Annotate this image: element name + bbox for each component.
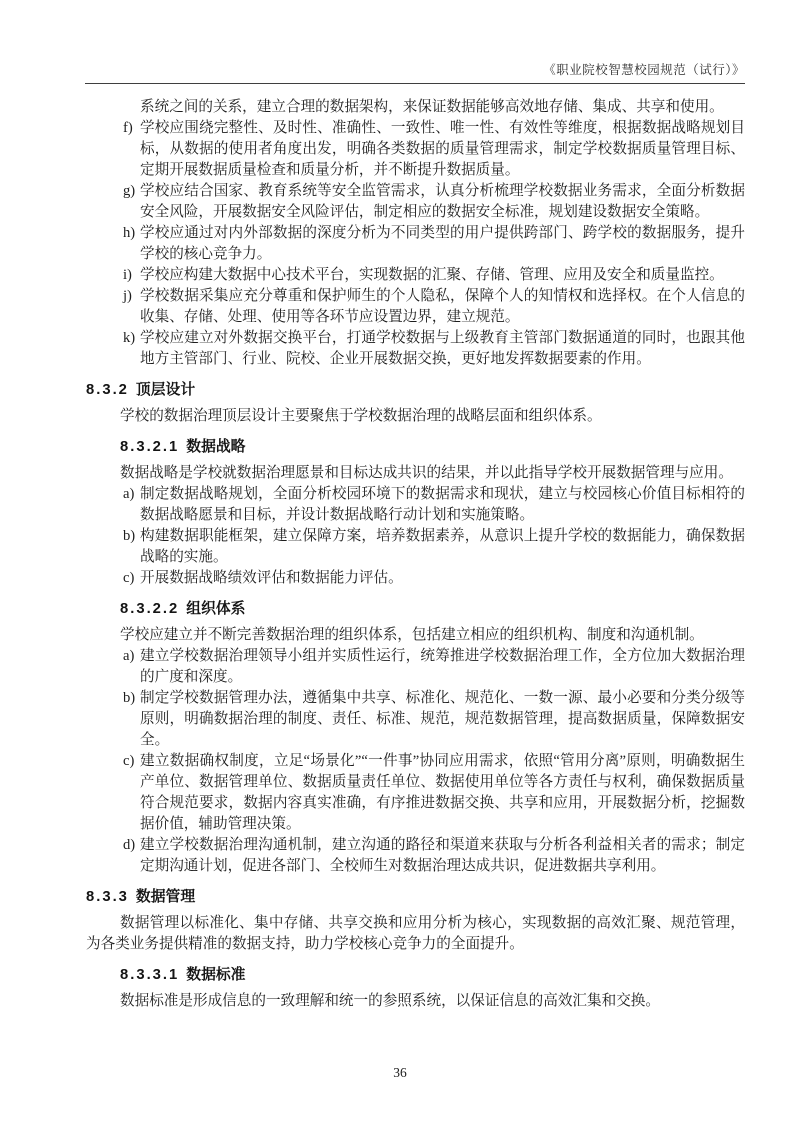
list-item-label: c) [123,753,135,769]
page-number: 36 [393,1065,407,1080]
list-item-text: 学校数据采集应充分尊重和保护师生的个人隐私，保障个人的知情权和选择权。在个人信息的收集、存储、处理、使用等各环节应设置边界，建立规范。 [140,288,745,325]
list-item-label: j) [123,288,132,304]
section-number: 8.3.3 [86,889,129,905]
list-item-label: d) [123,837,136,853]
subsection-heading [120,599,745,620]
subsection-number: 8.3.2.2 [120,601,180,617]
section-8-3-2-1 [86,437,745,589]
list-item [86,835,745,877]
list-item-label: a) [123,648,135,664]
paragraph-continuation: 系统之间的关系，建立合理的数据架构，来保证数据能够高效地存储、集成、共享和使用。 [140,99,724,115]
list-item-text: 制定学校数据管理办法，遵循集中共享、标准化、规范化、一数一源、最小必要和分类分级等原则，明确数据治理的制度、责任、标准、规范，规范数据管理，提高数据质量，保障数据安全。 [140,690,745,748]
subsection-title: 数据标准 [186,967,246,983]
list-item [86,265,745,286]
list-item [86,526,745,568]
page-body [86,97,745,1012]
list-item-text: 学校应围绕完整性、及时性、准确性、一致性、唯一性、有效性等维度，根据数据战略规划目标，从数据的使用者角度出发，明确各类数据的质量管理需求，制定学校数据质量管理目标、定期开展数据质量检查和质量分析，并不断提升数据质量。 [140,120,745,178]
section-intro: 数据管理以标准化、集中存储、共享交换和应用分析为核心，实现数据的高效汇聚、规范管理，为各类业务提供精准的数据支持，助力学校核心竞争力的全面提升。 [86,915,745,952]
list-item [86,286,745,328]
list-item [86,751,745,835]
list-item [86,484,745,526]
page-footer [0,1065,800,1081]
list-item-text: 制定数据战略规划，全面分析校园环境下的数据需求和现状，建立与校园核心价值目标相符的数据战略愿景和目标，并设计数据战略行动计划和实施策略。 [140,486,745,523]
lettered-list-top [86,118,745,370]
list-item-label: b) [123,528,136,544]
list-item-text: 构建数据职能框架，建立保障方案，培养数据素养，从意识上提升学校的数据能力，确保数据战略的实施。 [140,528,745,565]
list-item-text: 学校应通过对内外部数据的深度分析为不同类型的用户提供跨部门、跨学校的数据服务，提升学校的核心竞争力。 [140,225,745,262]
section-heading [86,380,745,401]
section-8-3-3-1 [86,965,745,1012]
subsection-title: 组织体系 [186,601,246,617]
list-item-label: h) [123,225,136,241]
subsection-number: 8.3.3.1 [120,967,180,983]
page-header [85,0,745,84]
list-item-text: 建立学校数据治理沟通机制，建立沟通的路径和渠道来获取与分析各利益相关者的需求；制定定期沟通计划，促进各部门、全校师生对数据治理达成共识，促进数据共享利用。 [140,837,745,874]
list-item-label: c) [123,570,135,586]
list-item-label: g) [123,183,136,199]
section-number: 8.3.2 [86,382,129,398]
section-heading [86,887,745,908]
subsection-intro: 数据战略是学校就数据治理愿景和目标达成共识的结果，并以此指导学校开展数据管理与应用。 [120,465,733,481]
lettered-list [86,484,745,589]
list-item-label: f) [123,120,133,136]
subsection-intro: 学校应建立并不断完善数据治理的组织体系，包括建立相应的组织机构、制度和沟通机制。 [120,627,704,643]
list-item [86,688,745,751]
subsection-heading [120,437,745,458]
section-title: 数据管理 [135,889,196,905]
list-item-text: 建立学校数据治理领导小组并实质性运行，统筹推进学校数据治理工作，全方位加大数据治理的广度和深度。 [140,648,745,685]
section-8-3-3 [86,887,745,955]
list-item-label: i) [123,267,132,283]
list-item [86,568,745,589]
list-item-label: a) [123,486,135,502]
list-item-text: 开展数据战略绩效评估和数据能力评估。 [140,570,403,586]
list-item [86,646,745,688]
list-item [86,223,745,265]
running-header-title: 《职业院校智慧校园规范（试行）》 [543,63,745,77]
subsection-heading [120,965,745,986]
section-intro: 学校的数据治理顶层设计主要聚焦于学校数据治理的战略层面和组织体系。 [120,408,602,424]
list-item-text: 学校应建立对外数据交换平台，打通学校数据与上级教育主管部门数据通道的同时，也跟其他地方主管部门、行业、院校、企业开展数据交换，更好地发挥数据要素的作用。 [140,330,745,367]
subsection-title: 数据战略 [186,439,246,455]
lettered-list [86,646,745,877]
list-item-text: 学校应构建大数据中心技术平台，实现数据的汇聚、存储、管理、应用及安全和质量监控。 [140,267,724,283]
subsection-number: 8.3.2.1 [120,439,180,455]
section-8-3-2-2 [86,599,745,877]
list-item-text: 学校应结合国家、教育系统等安全监管需求，认真分析梳理学校数据业务需求，全面分析数据安全风险，开展数据安全风险评估，制定相应的数据安全标准，规划建设数据安全策略。 [140,183,745,220]
list-item [86,181,745,223]
list-item-text: 建立数据确权制度，立足“场景化”“一件事”协同应用需求，依照“管用分离”原则，明确数据生产单位、数据管理单位、数据质量责任单位、数据使用单位等各方责任与权利，确保数据质量符合规范要求，数据内容真实准确，有序推进数据交换、共享和应用，开展数据分析，挖掘数据价值，辅助管理决策。 [140,753,745,832]
subsection-intro: 数据标准是形成信息的一致理解和统一的参照系统，以保证信息的高效汇集和交换。 [120,993,660,1009]
section-title: 顶层设计 [135,382,196,398]
list-item-label: k) [123,330,136,346]
list-item [86,118,745,181]
section-8-3-2 [86,380,745,427]
list-item [86,328,745,370]
list-item-label: b) [123,690,136,706]
